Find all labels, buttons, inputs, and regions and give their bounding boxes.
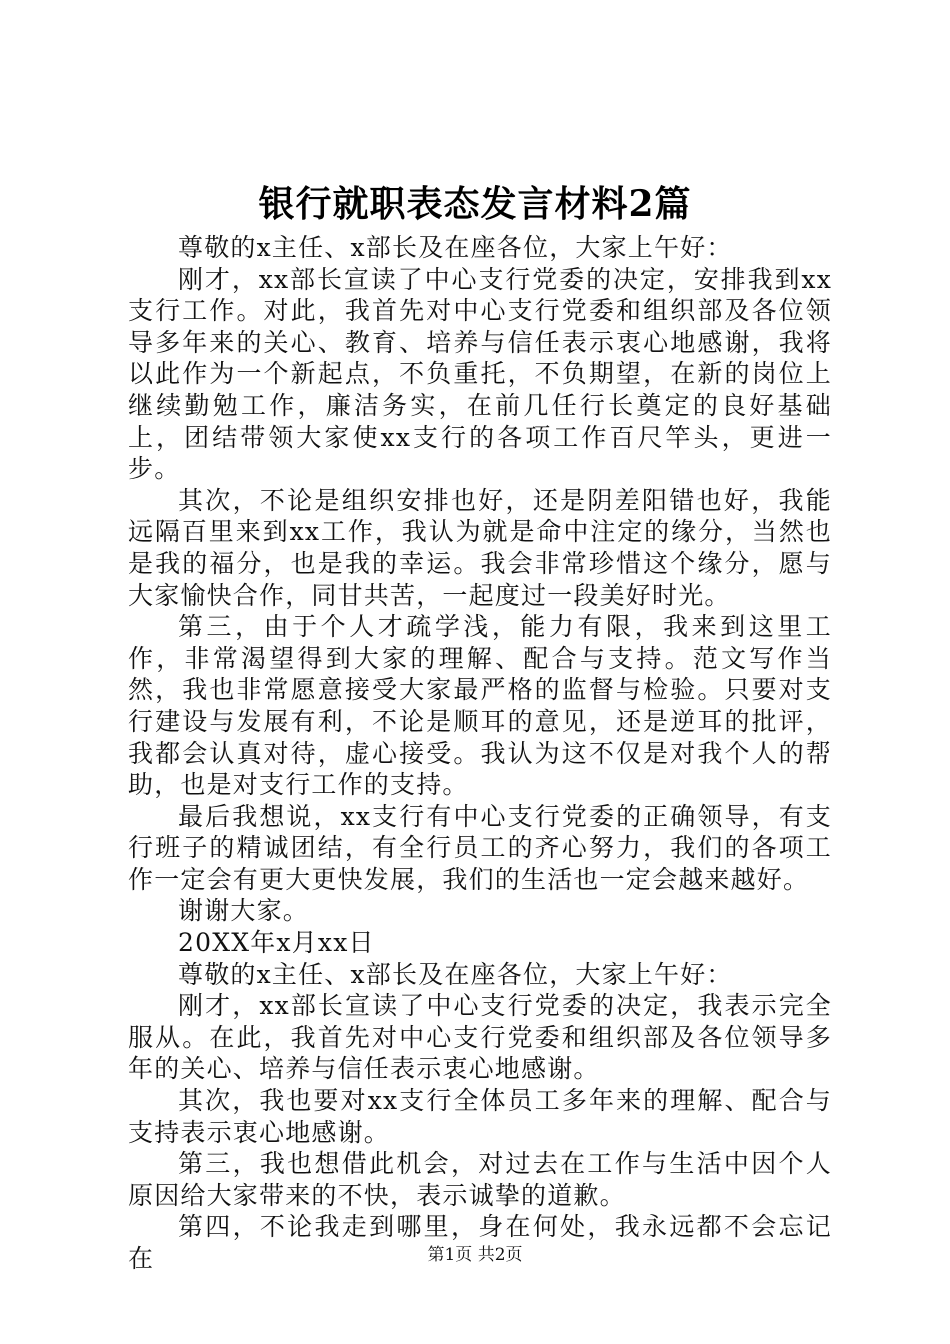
paragraph: 最后我想说，xx支行有中心支行党委的正确领导，有支行班子的精诚团结，有全行员工的齐心努力，我们的各项工作一定会有更大更快发展，我们的生活也一定会越来越好。 (128, 801, 832, 894)
document-title: 银行就职表态发言材料2篇 (258, 183, 692, 225)
document-body (128, 232, 832, 1275)
paragraph: 刚才，xx部长宣读了中心支行党委的决定，我表示完全服从。在此，我首先对中心支行党委和组织部及各位领导多年的关心、培养与信任表示衷心地感谢。 (128, 991, 832, 1084)
paragraph: 第四，不论我走到哪里，身在何处，我永远都不会忘记在 (128, 1212, 832, 1273)
paragraph: 第三，我也想借此机会，对过去在工作与生活中因个人原因给大家带来的不快，表示诚挚的道歉。 (128, 1149, 832, 1210)
paragraph: 其次，不论是组织安排也好，还是阴差阳错也好，我能远隔百里来到xx工作，我认为就是命中注定的缘分，当然也是我的福分，也是我的幸运。我会非常珍惜这个缘分，愿与大家愉快合作，同甘共苦，一起度过一段美好时光。 (128, 485, 832, 610)
paragraph: 刚才，xx部长宣读了中心支行党委的决定，安排我到xx支行工作。对此，我首先对中心支行党委和组织部及各位领导多年来的关心、教育、培养与信任表示衷心地感谢，我将以此作为一个新起点，不负重托，不负期望，在新的岗位上继续勤勉工作，廉洁务实，在前几任行长奠定的良好基础上，团结带领大家使xx支行的各项工作百尺竿头，更进一步。 (128, 264, 832, 484)
paragraph: 谢谢大家。 (178, 896, 310, 926)
paragraph: 其次，我也要对xx支行全体员工多年来的理解、配合与支持表示衷心地感谢。 (128, 1086, 832, 1147)
page-number: 第1页 共2页 (427, 1245, 523, 1265)
date-line: 20XX年x月xx日 (178, 928, 375, 958)
paragraph: 第三，由于个人才疏学浅，能力有限，我来到这里工作，非常渴望得到大家的理解、配合与支持。范文写作当然，我也非常愿意接受大家最严格的监督与检验。只要对支行建设与发展有利，不论是顺耳的意见，还是逆耳的批评，我都会认真对待，虚心接受。我认为这不仅是对我个人的帮助，也是对支行工作的支持。 (128, 612, 832, 800)
paragraph: 尊敬的x主任、x部长及在座各位，大家上午好： (178, 233, 733, 262)
paragraph: 尊敬的x主任、x部长及在座各位，大家上午好： (178, 959, 733, 989)
